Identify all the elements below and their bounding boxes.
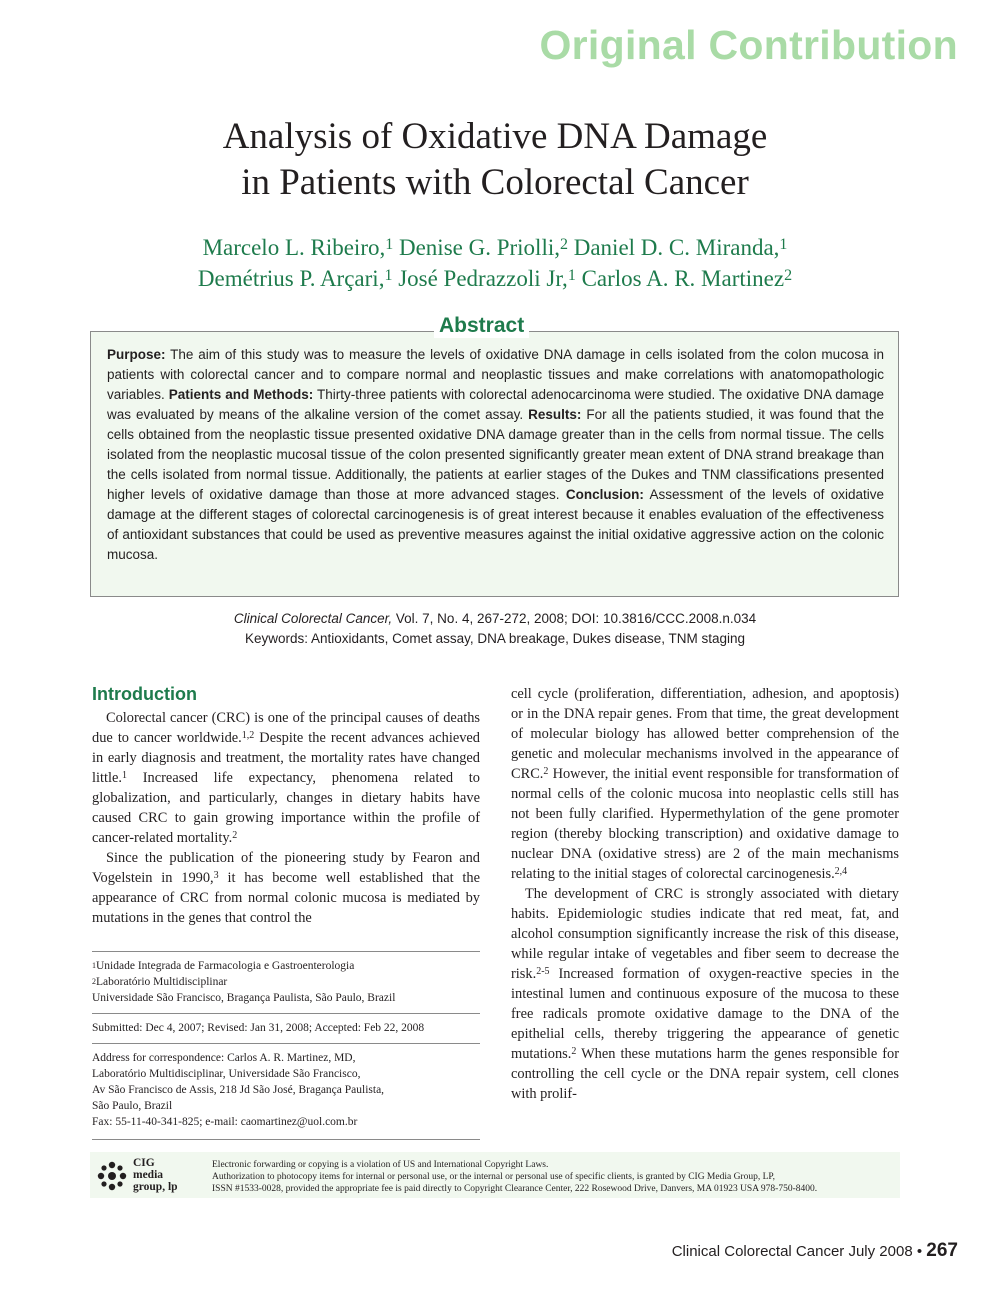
purpose-text: The aim of this study was to measure the levels of oxidative DNA damage in cells isolated from the colon mucosa in patients with colorectal cancer and to compare normal and neoplastic tissues and make correlations with anatomopathologic variables. (107, 347, 884, 402)
reference-mark: 2 (543, 766, 549, 777)
logo-line: group, lp (133, 1181, 178, 1193)
author-affiliation-mark: 1 (385, 236, 394, 253)
affiliation-line (92, 974, 480, 990)
page-footer (672, 1240, 958, 1262)
affiliation-text: Laboratório Multidisciplinar (96, 976, 228, 988)
text-span: Despite the recent advances achieved in early diagnosis and treatment, the mortality rates have changed little. (92, 730, 480, 786)
author-affiliation-mark: 1 (779, 236, 788, 253)
address-line: Address for correspondence: Carlos A. R. Martinez, MD, (92, 1052, 356, 1064)
copyright-line: ISSN #1533-0028, provided the appropriate fee is paid directly to Copyright Clearance Center, 222 Rosewood Drive, Danvers, MA 01923 USA 978-750-8400. (212, 1184, 818, 1194)
results-text: For all the patients studied, it was found that the cells obtained from the neoplastic tissue presented oxidative DNA damage greater than in the cells from normal tissue. The cells isolated from the neoplastic mucosal tissue of the colon presented significantly greater mean extent of DNA strand breakage than the cells isolated from normal tissue. Additionally, the patients at earlier stages of the Dukes and TNM classifications presented higher levels of oxidative damage than those at more advanced stages. (107, 407, 884, 502)
affiliation-line: Universidade São Francisco, Bragança Paulista, São Paulo, Brazil (92, 992, 396, 1004)
keywords: Antioxidants, Comet assay, DNA breakage, Dukes disease, TNM staging (308, 631, 745, 646)
logo-line: media (133, 1169, 164, 1181)
body-paragraph (92, 708, 480, 848)
address-line: Fax: 55-11-40-341-825; e-mail: caomartinez@uol.com.br (92, 1116, 358, 1128)
page-number: 267 (926, 1240, 958, 1261)
body-paragraph (511, 884, 899, 1104)
affiliation-mark: 2 (92, 977, 96, 986)
affiliation-divider (92, 951, 480, 952)
journal-name: Clinical Colorectal Cancer, (233, 611, 393, 626)
reference-mark: 2 (571, 1046, 577, 1057)
author-affiliation-mark: 2 (784, 267, 793, 284)
citation-line (0, 609, 990, 629)
right-column (511, 684, 899, 1104)
results-label: Results: (528, 407, 582, 422)
reference-mark: 2,4 (834, 866, 848, 877)
correspondence-address (92, 1050, 480, 1130)
abstract-heading: Abstract (434, 314, 529, 338)
methods-label: Patients and Methods: (168, 387, 314, 402)
text-span: Since the publication of the pioneering study by Fearon and Vogelstein in 1990, (92, 850, 480, 886)
conclusion-label: Conclusion: (565, 487, 644, 502)
author-list (0, 232, 990, 294)
author-name: José Pedrazzoli Jr, (398, 266, 568, 291)
keywords-label: Keywords: (245, 631, 309, 646)
abstract-text (107, 345, 884, 565)
author-name: Demétrius P. Arçari, (197, 266, 385, 291)
methods-text: Thirty-three patients with colorectal adenocarcinoma were studied. The oxidative DNA damage was evaluated by means of the alkaline version of the comet assay. (107, 387, 885, 422)
section-label: Original Contribution (539, 22, 958, 68)
author-name: Marcelo L. Ribeiro, (202, 235, 386, 260)
affiliation-line (92, 958, 480, 974)
column-end-divider (92, 1139, 480, 1140)
address-line: Laboratório Multidisciplinar, Universidade São Francisco, (92, 1068, 361, 1080)
author-name: Daniel D. C. Miranda, (573, 235, 780, 260)
copyright-line: Electronic forwarding or copying is a violation of US and International Copyright Laws. (212, 1160, 549, 1170)
text-span: cell cycle (proliferation, differentiation, adhesion, and apoptosis) or in the DNA repair genes. From that time, the great development of molecular biology has allowed better comprehension of the genetic and molecular mechanisms involved in the appearance of CRC. (511, 686, 899, 782)
copyright-line: Authorization to photocopy items for internal or personal use, or the internal or personal use of specific clients, is granted by CIG Media Group, LP, (212, 1172, 776, 1182)
affiliation-mark: 1 (92, 961, 96, 970)
body-paragraph (92, 848, 480, 928)
address-line: Av São Francisco de Assis, 218 Jd São José, Bragança Paulista, (92, 1084, 385, 1096)
reference-mark: 2 (232, 830, 238, 841)
reference-mark: 1 (121, 770, 127, 781)
author-line-1 (0, 232, 990, 263)
submission-divider (92, 1013, 480, 1014)
publisher-logo-text (133, 1157, 178, 1193)
reference-mark: 2-5 (536, 966, 550, 977)
footer-date: July 2008 (848, 1243, 913, 1260)
body-paragraph (511, 684, 899, 884)
affiliations (92, 958, 480, 1006)
author-affiliation-mark: 1 (384, 267, 393, 284)
submission-dates: Submitted: Dec 4, 2007; Revised: Jan 31, 2008; Accepted: Feb 22, 2008 (92, 1022, 425, 1034)
title-line-2: in Patients with Colorectal Cancer (241, 162, 749, 203)
address-divider (92, 1043, 480, 1044)
address-line: São Paulo, Brazil (92, 1100, 173, 1112)
logo-line: CIG (133, 1157, 155, 1169)
text-span: Colorectal cancer (CRC) is one of the principal causes of deaths due to cancer worldwide. (92, 710, 480, 746)
text-span: The development of CRC is strongly associated with dietary habits. Epidemiologic studies indicate that red meat, fat, and alcohol consumption significantly increase the risk of this disease, while regular intake of vegetables and fiber seem to decrease the risk. (511, 886, 899, 982)
text-span: Increased formation of oxygen-reactive species in the intestinal lumen and continuous exposure of the mucosa to these free radicals promote oxidative damage to the DNA of the epithelial cells, thereby triggering the appearance of genetic mutations. (511, 966, 899, 1062)
author-name: Denise G. Priolli, (398, 235, 560, 260)
author-affiliation-mark: 1 (567, 267, 576, 284)
text-span: it has become well established that the appearance of CRC from normal colonic mucosa is mediated by mutations in the genes that control the (92, 870, 480, 926)
article-title (0, 114, 990, 206)
footer-bullet: • (916, 1243, 923, 1260)
keywords-line (0, 629, 990, 649)
footer-journal: Clinical Colorectal Cancer (671, 1243, 845, 1260)
author-line-2 (0, 263, 990, 294)
left-column (92, 682, 480, 928)
conclusion-text: Assessment of the levels of oxidative damage at the different stages of colorectal carcinogenesis is of great interest because it enables evaluation of the effectiveness of antioxidant substances that could be used as preventive measures against the initial oxidative aggressive action on the colonic mucosa. (107, 487, 884, 562)
citation-block (0, 609, 990, 649)
purpose-label: Purpose: (107, 347, 166, 362)
affiliation-text: Unidade Integrada de Farmacologia e Gastroenterologia (96, 960, 355, 972)
copyright-notice (212, 1159, 902, 1195)
title-line-1: Analysis of Oxidative DNA Damage (222, 116, 768, 157)
reference-mark: 3 (213, 870, 219, 881)
introduction-heading: Introduction (92, 684, 197, 704)
text-span: However, the initial event responsible for transformation of normal cells of the colonic mucosa into neoplastic cells still has not been fully clarified. Hypermethylation of the gene promoter region (thereby blocking transcription) and oxidative damage to nuclear DNA (oxidative stress) are 2 of the main mechanisms relating to the initial stages of colorectal carcinogenesis. (511, 766, 899, 882)
citation-details: Vol. 7, No. 4, 267-272, 2008; DOI: 10.3816/CCC.2008.n.034 (392, 611, 757, 626)
text-span: When these mutations harm the genes responsible for controlling the cell cycle or the DNA repair system, cell clones with prolif- (511, 1046, 899, 1102)
reference-mark: 1,2 (241, 730, 255, 741)
text-span: Increased life expectancy, phenomena related to globalization, and particularly, changes in dietary habits have caused CRC to gain growing importance within the profile of cancer-related mortality. (92, 770, 480, 846)
author-affiliation-mark: 2 (559, 236, 568, 253)
author-name: Carlos A. R. Martinez (581, 266, 785, 291)
